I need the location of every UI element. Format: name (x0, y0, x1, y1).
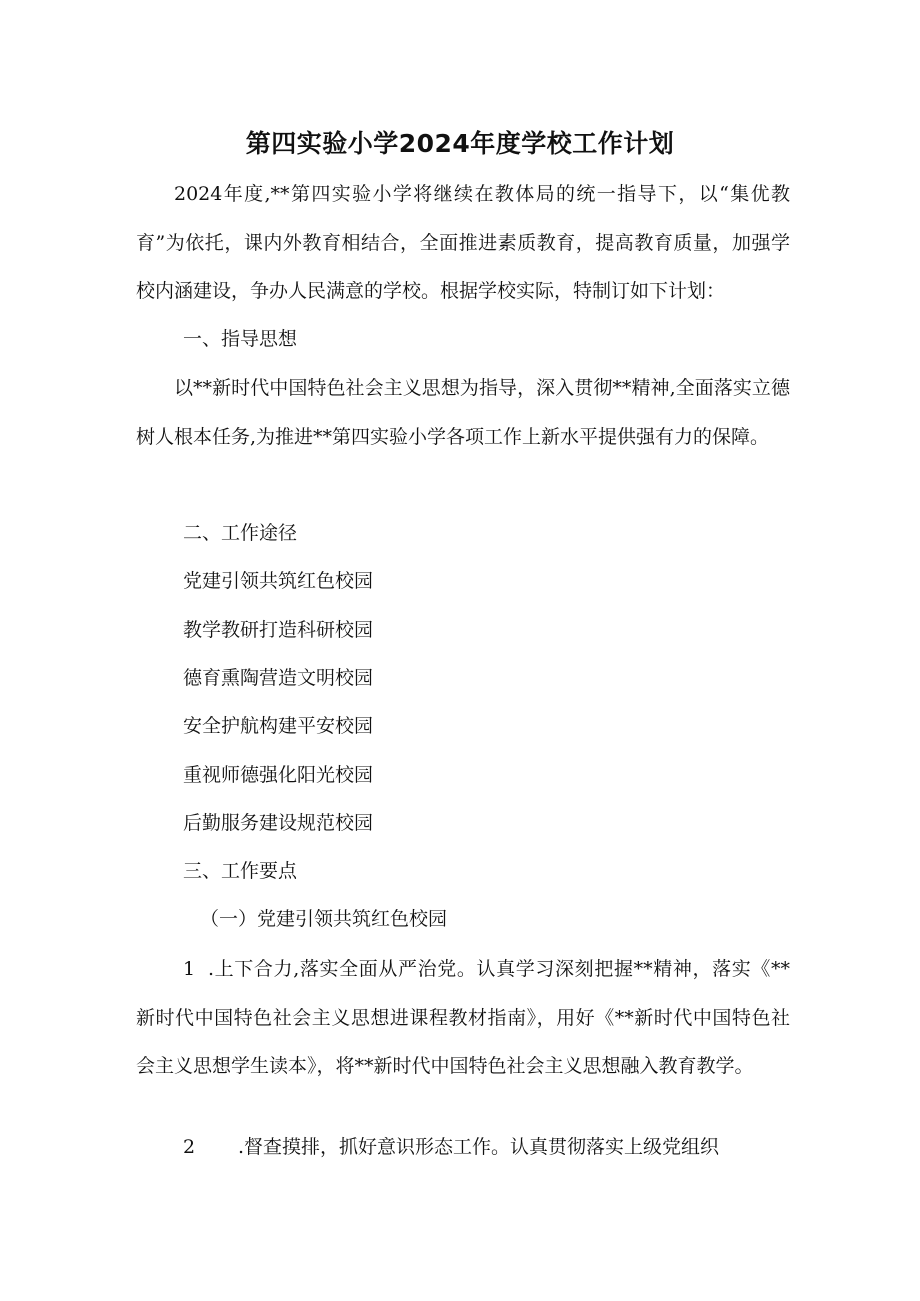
section-heading-work-points: 三、工作要点 (183, 860, 298, 882)
intro-paragraph: 2024年度,**第四实验小学将继续在教体局的统一指导下，以“集优教育”为依托，课内外教育相结合，全面推进素质教育，提高教育质量，加强学校内涵建设，争办人民满意的学校。根据学校实际，特制订如下计划： (136, 183, 790, 302)
work-path-item: 党建引领共筑红色校园 (183, 570, 374, 592)
section-heading-work-paths: 二、工作途径 (183, 522, 298, 544)
work-path-item: 教学教研打造科研校园 (183, 619, 374, 641)
document-title: 第四实验小学2024年度学校工作计划 (245, 129, 675, 158)
section-heading-guiding-thought: 一、指导思想 (183, 328, 298, 350)
work-path-item: 德育熏陶营造文明校园 (183, 667, 374, 689)
item-paragraph: .上下合力,落实全面从严治党。认真学习深刻把握**精神，落实《**新时代中国特色社会主义思想进课程教材指南》，用好《**新时代中国特色社会主义思想学生读本》，将**新时代中国特色社会主义思想融入教育教学。 (136, 958, 790, 1077)
item-number: 1 (183, 958, 196, 980)
subsection-heading-party-building: （一）党建引领共筑红色校园 (200, 908, 448, 930)
work-path-item: 安全护航构建平安校园 (183, 715, 374, 737)
item-paragraph: .督查摸排，抓好意识形态工作。认真贯彻落实上级党组织 (238, 1136, 720, 1158)
work-path-item: 重视师德强化阳光校园 (183, 764, 374, 786)
work-path-item: 后勤服务建设规范校园 (183, 812, 374, 834)
item-number: 2 (183, 1136, 196, 1158)
guiding-thought-paragraph: 以**新时代中国特色社会主义思想为指导，深入贯彻**精神,全面落实立德树人根本任务,为推进**第四实验小学各项工作上新水平提供强有力的保障。 (136, 377, 790, 448)
